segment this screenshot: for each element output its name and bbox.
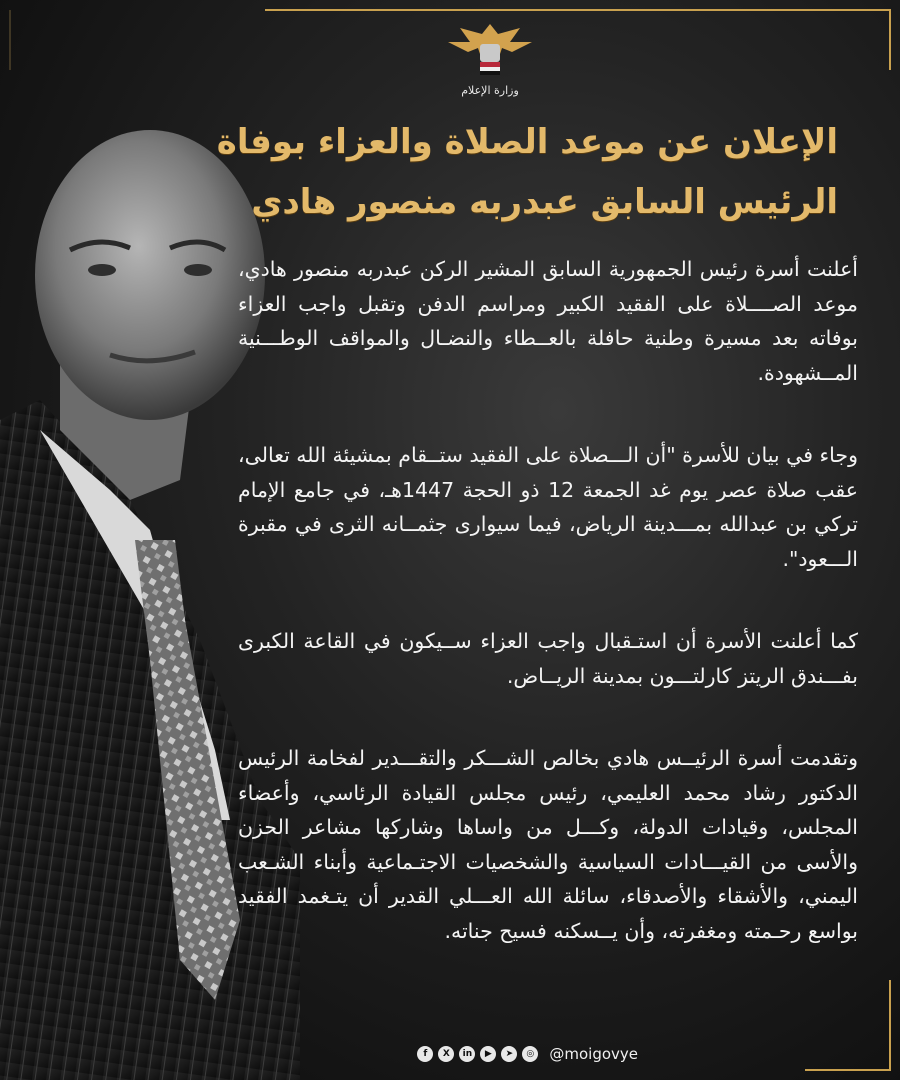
ministry-logo-text: وزارة الإعلام (461, 84, 519, 97)
facebook-icon[interactable]: f (417, 1046, 433, 1062)
announcement-title (138, 112, 838, 232)
title-line-2: الرئيس السابق عبدربه منصور هادي (251, 182, 838, 222)
paragraph-1: أعلنت أسرة رئيس الجمهورية السابق المشير الركن عبدربه منصور هادي، موعد الصــــلاة على الفقيد الكبير ومراسم الدفن وتقبل واجب العزاء بوفاته بعد مسيرة وطنية حافلة بالعــطاء والنضـال والمواقف الوطـــنية المــشهودة. (238, 257, 858, 385)
paragraph-3: كما أعلنت الأسرة أن استـقبال واجب العزاء ســيكون في القاعة الكبرى بفـــندق الريتز كارلتـــون بمدينة الريــاض. (238, 629, 858, 688)
instagram-icon[interactable]: ◎ (522, 1046, 538, 1062)
telegram-icon[interactable]: ➤ (501, 1046, 517, 1062)
paragraph-2: وجاء في بيان للأسرة "أن الـــصلاة على الفقيد ستــقام بمشيئة الله تعالى، عقب صلاة عصر يوم غد الجمعة 12 ذو الحجة 1447هـ، في جامع الإمام تركي بن عبدالله بمـــدينة الرياض، فيما سيوارى جثمــانه الثرى في مقبرة الـــعود". (238, 443, 859, 571)
social-handle[interactable]: @moigovye (549, 1045, 638, 1063)
linkedin-icon[interactable]: in (459, 1046, 475, 1062)
title-line-1: الإعلان عن موعد الصلاة والعزاء بوفاة (216, 122, 838, 162)
republic-eagle-emblem-icon (440, 20, 540, 102)
x-icon[interactable]: X (438, 1046, 454, 1062)
youtube-icon[interactable]: ▶ (480, 1046, 496, 1062)
paragraph-4: وتقدمت أسرة الرئيــس هادي بخالص الشـــكر والتقـــدير لفخامة الرئيس الدكتور رشاد محمد العليمي، رئيس مجلس القيادة الرئاسي، وأعضاء المجلس، وقيادات الدولة، وكـــل من واساها وشاركها مشاعر الحزن والأسى من القيـــادات السياسية والشخصيات الاجتـماعية وأبناء الشـعب اليمني، والأشقاء والأصدقاء، سائلة الله العـــلي القدير أن يتـغمد الفقيد بواسع رحـمته ومغفرته، وأن يــسكنه فسيح جناته. (238, 746, 858, 943)
social-footer (417, 1040, 638, 1068)
announcement-body (238, 252, 858, 948)
